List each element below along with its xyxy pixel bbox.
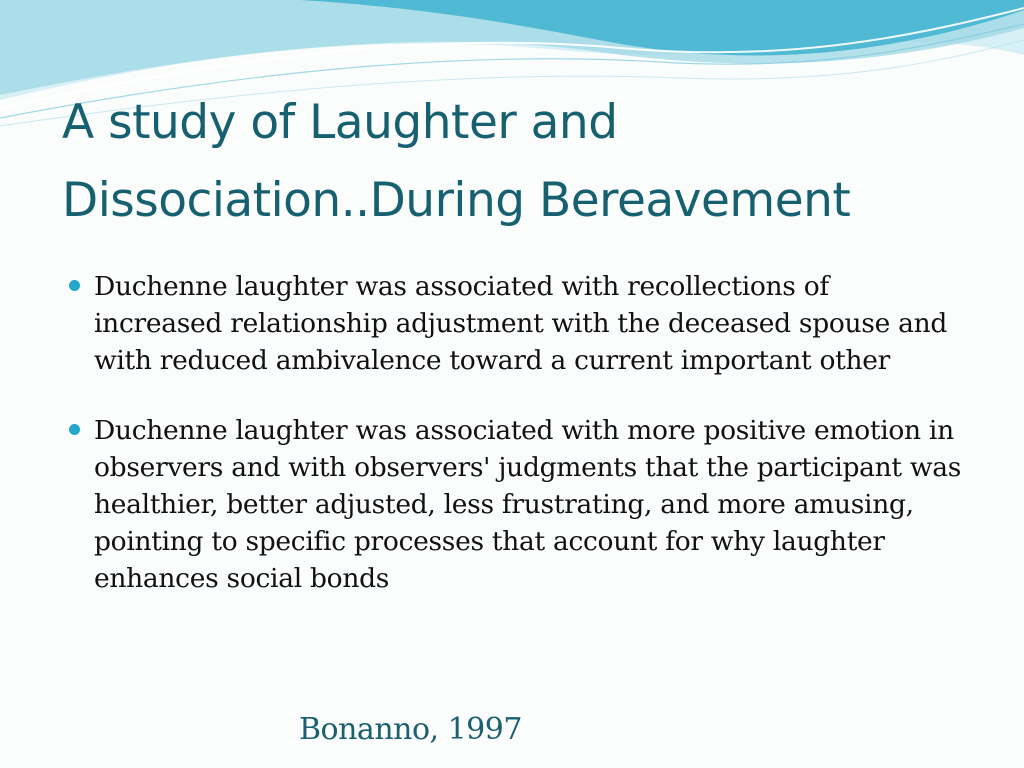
bullet-item-2: [62, 412, 962, 597]
bullet-dot-icon: [69, 280, 80, 291]
bullet-dot-icon: [69, 424, 80, 435]
title-line-1: A study of Laughter and: [62, 95, 618, 150]
slide-title: [62, 84, 1002, 240]
title-line-2: Dissociation..During Bereavement: [62, 173, 851, 228]
citation: Bonanno, 1997: [299, 712, 522, 747]
bullet-text-1: Duchenne laughter was associated with recollections of increased relationship adjustment with the deceased spouse and with reduced ambivalence toward a current important other: [94, 271, 948, 376]
bullet-list: [62, 268, 962, 597]
bullet-item-1: [62, 268, 962, 379]
bullet-text-2: Duchenne laughter was associated with more positive emotion in observers and with observers' judgments that the participant was healthier, better adjusted, less frustrating, and more amusing, pointing to specific processes that account for why laughter enhances social bonds: [94, 415, 962, 594]
